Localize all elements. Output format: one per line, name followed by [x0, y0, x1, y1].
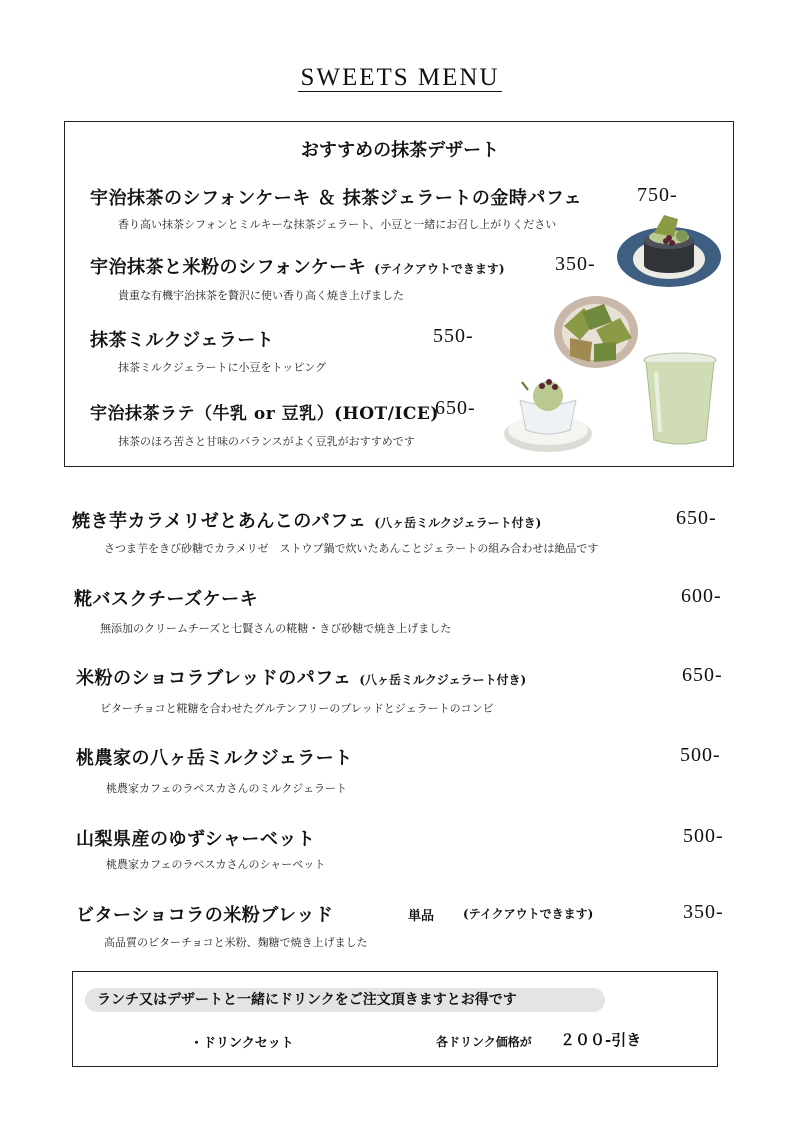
featured-item-name: [90, 326, 274, 352]
gelato-included-note: (八ヶ岳ミルクジェラート付き): [374, 516, 542, 530]
featured-item-name-text: 宇治抹茶と米粉のシフォンケーキ: [90, 257, 367, 278]
featured-item-price: 550-: [433, 325, 474, 347]
menu-item-name: [76, 664, 526, 690]
featured-item-price: 650-: [435, 397, 476, 419]
featured-item-desc: 抹茶のほろ苦さと甘味のバランスがよく豆乳がおすすめです: [118, 435, 415, 448]
menu-item-name: [76, 901, 333, 927]
menu-item-desc: ビターチョコと糀糖を合わせたグルテンフリーのブレッドとジェラートのコンビ: [100, 702, 494, 715]
menu-item-name: [76, 825, 315, 851]
page-title: [0, 64, 800, 92]
menu-item-price: 500-: [683, 825, 724, 847]
gelato-photo: [502, 366, 594, 458]
featured-item-name-text: 宇治抹茶ラテ（牛乳 or 豆乳）(HOT/ICE): [90, 404, 439, 424]
menu-item-price: 650-: [682, 664, 723, 686]
drink-set-label: ・ドリンクセット: [190, 1036, 294, 1051]
takeout-note: (テイクアウトできます): [374, 262, 505, 276]
parfait-photo: [614, 205, 724, 290]
featured-heading: おすすめの抹茶デザート: [300, 140, 500, 161]
matcha-latte-photo: [642, 352, 718, 448]
gelato-included-note: (八ヶ岳ミルクジェラート付き): [359, 673, 527, 687]
menu-item-desc: 高品質のビターチョコと米粉、麹糖で焼き上げました: [104, 936, 368, 949]
menu-item-name-text: 米粉のショコラブレッドのパフェ: [76, 668, 352, 689]
single-item-label: 単品: [408, 909, 435, 924]
menu-item-name: [72, 507, 541, 533]
featured-item-desc: 香り高い抹茶シフォンとミルキーな抹茶ジェラート、小豆と一緒にお召し上がりください: [118, 218, 557, 231]
featured-item-name: [90, 184, 582, 210]
featured-item-name-text: 宇治抹茶のシフォンケーキ ＆ 抹茶ジェラートの金時パフェ: [90, 188, 583, 209]
menu-item-name-text: 糀バスクチーズケーキ: [74, 589, 259, 610]
menu-item-desc: 無添加のクリームチーズと七賢さんの糀糖・きび砂糖で焼き上げました: [100, 622, 452, 635]
menu-item-price: 650-: [676, 507, 717, 529]
drink-offer-box: [72, 971, 718, 1067]
menu-item-name: [74, 585, 258, 611]
drink-offer-banner: ランチ又はデザートと一緒にドリンクをご注文頂きますとお得です: [85, 988, 605, 1012]
menu-item-desc: 桃農家カフェのラペスカさんのシャーベット: [106, 858, 326, 871]
menu-item-name-text: 桃農家の八ヶ岳ミルクジェラート: [76, 748, 353, 769]
page-title-text: SWEETS MENU: [300, 64, 500, 91]
featured-item-desc: 貴重な有機宇治抹茶を贅沢に使い香り高く焼き上げました: [118, 289, 404, 302]
menu-item-price: 500-: [680, 744, 721, 766]
drink-discount: ２００-引き: [560, 1031, 642, 1049]
drink-price-label: 各ドリンク価格が: [436, 1035, 532, 1049]
menu-item-price: 350-: [683, 901, 724, 923]
menu-item-name: [76, 744, 353, 770]
menu-item-name-text: 焼き芋カラメリゼとあんこのパフェ: [72, 511, 367, 532]
menu-item-desc: 桃農家カフェのラペスカさんのミルクジェラート: [106, 782, 348, 795]
menu-item-name-text: ビターショコラの米粉ブレッド: [76, 905, 334, 926]
featured-item-name-text: 抹茶ミルクジェラート: [90, 330, 275, 351]
menu-item-desc: さつま芋をきび砂糖でカラメリゼ ストウブ鍋で炊いたあんことジェラートの組み合わせは絶品です: [104, 542, 599, 555]
chiffon-cake-photo: [552, 290, 640, 370]
takeout-note: (テイクアウトできます): [463, 907, 594, 921]
featured-item-name: [90, 253, 505, 279]
featured-item-price: 350-: [555, 253, 596, 275]
featured-item-desc: 抹茶ミルクジェラートに小豆をトッピング: [118, 361, 327, 374]
menu-item-name-text: 山梨県産のゆずシャーベット: [76, 829, 316, 850]
featured-item-name: [90, 399, 439, 424]
featured-item-price: 750-: [637, 184, 678, 206]
menu-item-price: 600-: [681, 585, 722, 607]
